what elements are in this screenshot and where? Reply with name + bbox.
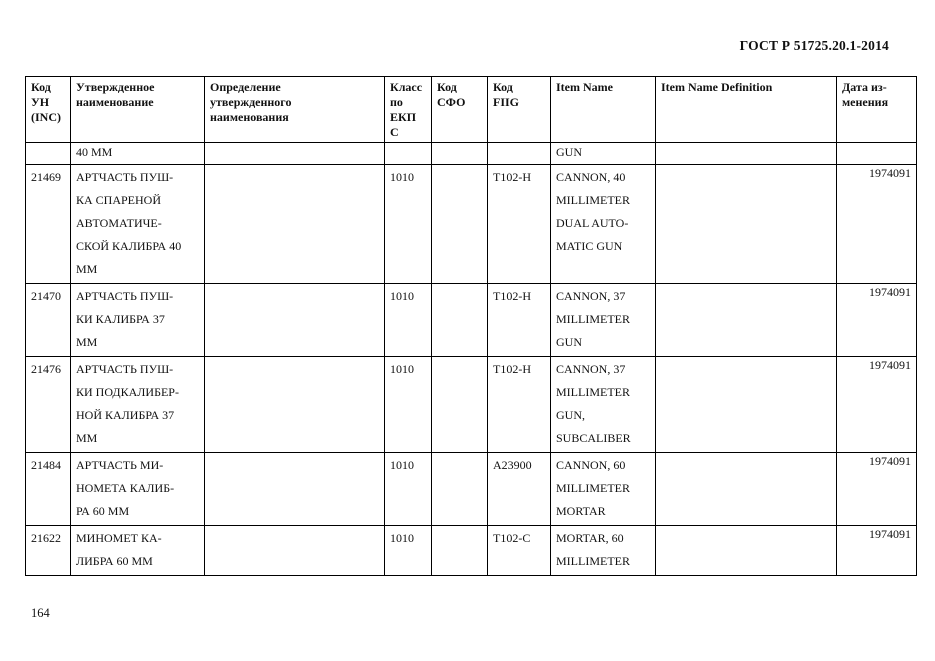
table-row bbox=[26, 284, 917, 357]
col-header-name: Утвержденное наименование bbox=[71, 77, 205, 143]
cell-item-name: CANNON, 40 MILLIMETER DUAL AUTO- MATIC GUN bbox=[551, 165, 656, 284]
table-row bbox=[26, 357, 917, 453]
cell-definition bbox=[205, 165, 385, 284]
cell-date: 1974091 bbox=[837, 453, 917, 526]
cell-item-def bbox=[656, 143, 837, 165]
cell-item-name: MORTAR, 60 MILLIMETER bbox=[551, 526, 656, 576]
cell-sfo bbox=[432, 453, 488, 526]
cell-item-def bbox=[656, 165, 837, 284]
cell-class: 1010 bbox=[385, 284, 432, 357]
cell-class: 1010 bbox=[385, 526, 432, 576]
cell-item-name: CANNON, 60 MILLIMETER MORTAR bbox=[551, 453, 656, 526]
cell-sfo bbox=[432, 526, 488, 576]
cell-sfo bbox=[432, 143, 488, 165]
cell-class: 1010 bbox=[385, 357, 432, 453]
cell-code: 21476 bbox=[26, 357, 71, 453]
cell-code: 21484 bbox=[26, 453, 71, 526]
col-header-item-name: Item Name bbox=[551, 77, 656, 143]
cell-name: АРТЧАСТЬ МИ- НОМЕТА КАЛИБ- РА 60 ММ bbox=[71, 453, 205, 526]
cell-class: 1010 bbox=[385, 165, 432, 284]
cell-item-def bbox=[656, 453, 837, 526]
table-row bbox=[26, 453, 917, 526]
cell-definition bbox=[205, 526, 385, 576]
table-row-continuation bbox=[26, 143, 917, 165]
cell-item-def bbox=[656, 284, 837, 357]
col-header-sfo: Код СФО bbox=[432, 77, 488, 143]
table-row bbox=[26, 165, 917, 284]
cell-date: 1974091 bbox=[837, 284, 917, 357]
cell-class bbox=[385, 143, 432, 165]
cell-date: 1974091 bbox=[837, 165, 917, 284]
col-header-definition: Определение утвержденного наименования bbox=[205, 77, 385, 143]
cell-name: 40 ММ bbox=[71, 143, 205, 165]
cell-name: АРТЧАСТЬ ПУШ- КА СПАРЕНОЙ АВТОМАТИЧЕ- СКОЙ КАЛИБРА 40 ММ bbox=[71, 165, 205, 284]
table-row bbox=[26, 526, 917, 576]
cell-code: 21469 bbox=[26, 165, 71, 284]
cell-item-name: CANNON, 37 MILLIMETER GUN bbox=[551, 284, 656, 357]
cell-item-def bbox=[656, 357, 837, 453]
cell-code: 21622 bbox=[26, 526, 71, 576]
cell-fiig: T102-H bbox=[488, 165, 551, 284]
cell-name: АРТЧАСТЬ ПУШ- КИ ПОДКАЛИБЕР- НОЙ КАЛИБРА 37 ММ bbox=[71, 357, 205, 453]
cell-fiig: T102-C bbox=[488, 526, 551, 576]
cell-fiig: T102-H bbox=[488, 357, 551, 453]
cell-code: 21470 bbox=[26, 284, 71, 357]
cell-definition bbox=[205, 453, 385, 526]
cell-definition bbox=[205, 284, 385, 357]
cell-definition bbox=[205, 143, 385, 165]
cell-name: МИНОМЕТ КА- ЛИБРА 60 ММ bbox=[71, 526, 205, 576]
cell-sfo bbox=[432, 165, 488, 284]
cell-class: 1010 bbox=[385, 453, 432, 526]
cell-item-def bbox=[656, 526, 837, 576]
cell-sfo bbox=[432, 357, 488, 453]
cell-sfo bbox=[432, 284, 488, 357]
cell-fiig: T102-H bbox=[488, 284, 551, 357]
col-header-date: Дата из- менения bbox=[837, 77, 917, 143]
cell-date: 1974091 bbox=[837, 357, 917, 453]
page-number: 164 bbox=[31, 606, 50, 620]
table-header-row bbox=[26, 77, 917, 143]
col-header-item-def: Item Name Definition bbox=[656, 77, 837, 143]
col-header-class: Класс по ЕКП С bbox=[385, 77, 432, 143]
cell-fiig bbox=[488, 143, 551, 165]
cell-code bbox=[26, 143, 71, 165]
cell-item-name: GUN bbox=[551, 143, 656, 165]
cell-fiig: A23900 bbox=[488, 453, 551, 526]
cell-definition bbox=[205, 357, 385, 453]
cell-name: АРТЧАСТЬ ПУШ- КИ КАЛИБРА 37 ММ bbox=[71, 284, 205, 357]
document-id: ГОСТ Р 51725.20.1-2014 bbox=[739, 38, 889, 53]
cell-item-name: CANNON, 37 MILLIMETER GUN, SUBCALIBER bbox=[551, 357, 656, 453]
col-header-fiig: Код FIIG bbox=[488, 77, 551, 143]
items-table bbox=[25, 76, 917, 576]
col-header-code: Код УН (INC) bbox=[26, 77, 71, 143]
cell-date bbox=[837, 143, 917, 165]
cell-date: 1974091 bbox=[837, 526, 917, 576]
